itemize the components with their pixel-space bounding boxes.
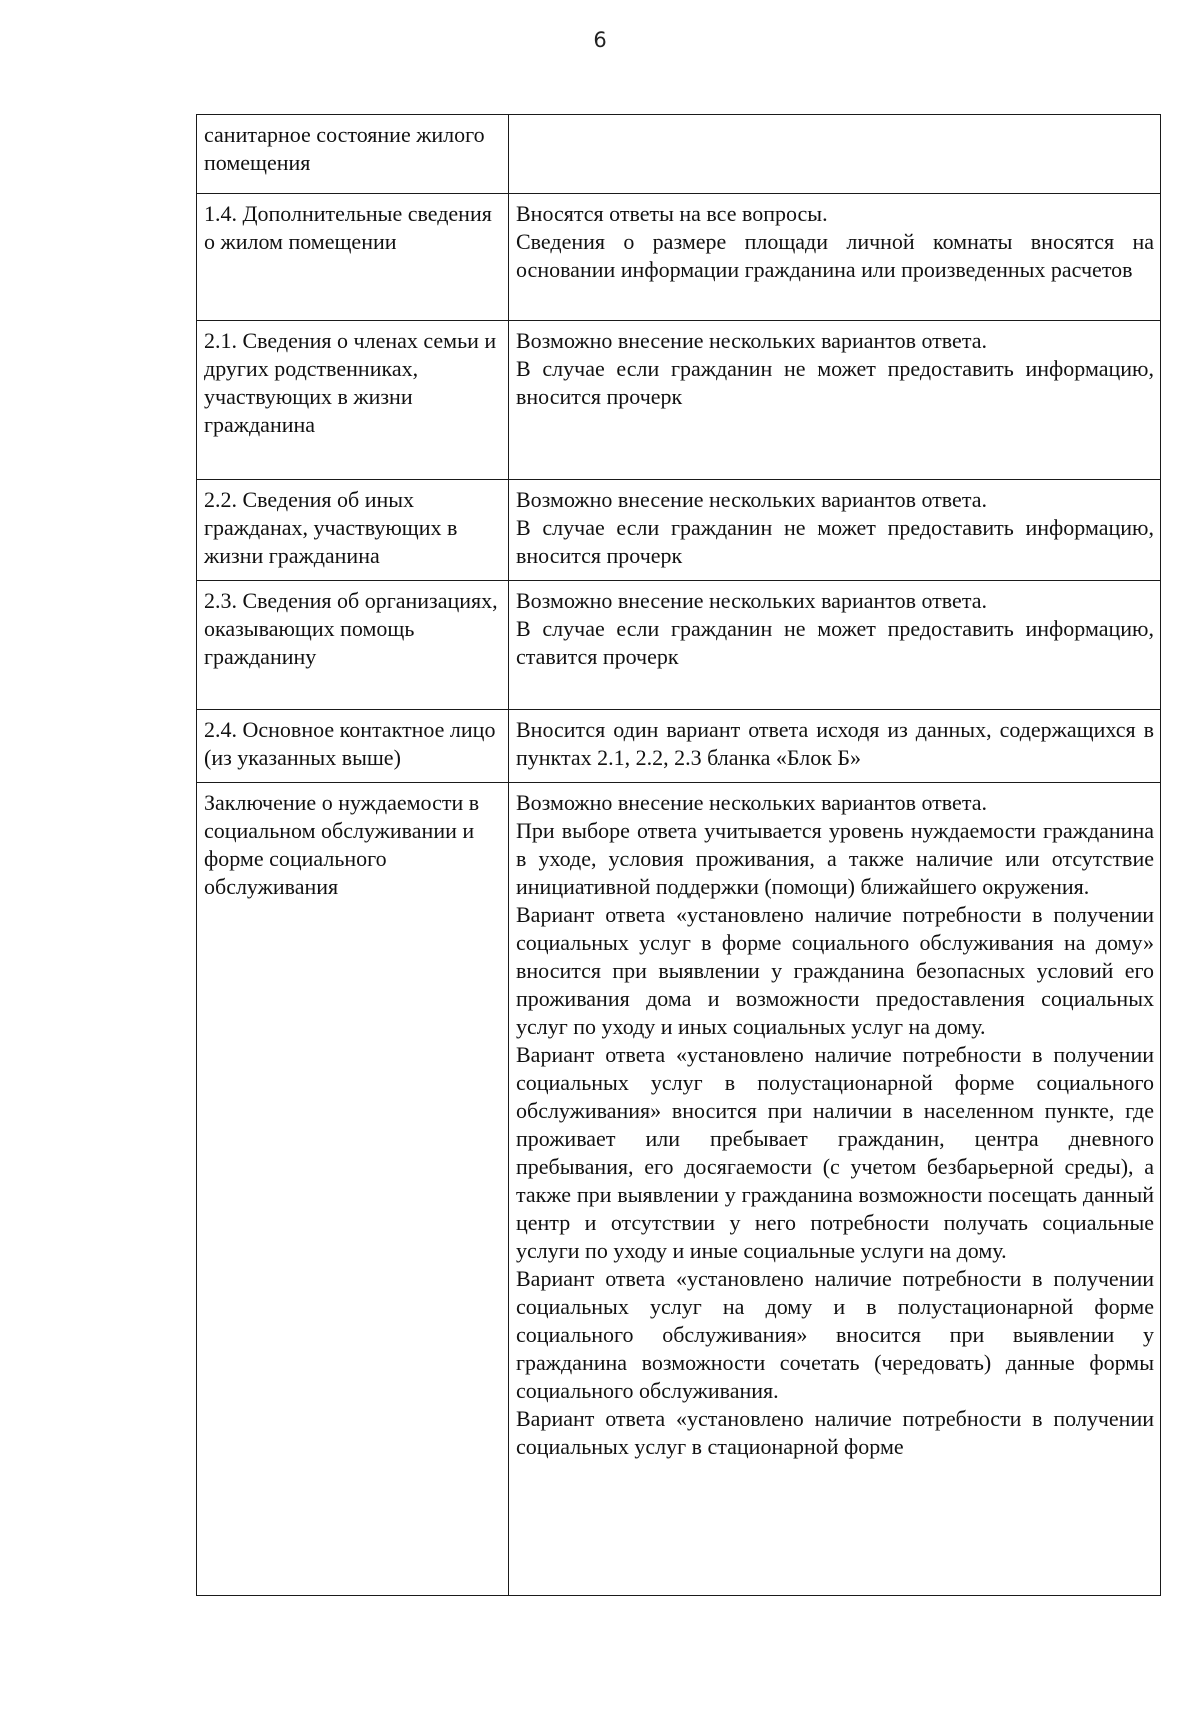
row-description-cell — [509, 783, 1161, 1596]
table-row — [197, 710, 1161, 783]
description-paragraph: Вариант ответа «установлено наличие потребности в получении социальных услуг в стационарной форме — [516, 1406, 1154, 1459]
row-description-cell — [509, 321, 1161, 480]
row-label-cell — [197, 783, 509, 1596]
description-paragraph: В случае если гражданин не может предоставить информацию, вносится прочерк — [516, 515, 1154, 568]
row-label: 2.3. Сведения об организациях, оказывающих помощь гражданину — [204, 588, 498, 669]
row-label-cell — [197, 581, 509, 710]
table-row — [197, 581, 1161, 710]
table-row — [197, 194, 1161, 321]
page-number: 6 — [593, 28, 607, 52]
description-paragraph: Возможно внесение нескольких вариантов ответа. — [516, 790, 987, 815]
description-paragraph: Вариант ответа «установлено наличие потребности в получении социальных услуг в полустационарной форме социального обслуживания» вносится при наличии в населенном пункте, где проживает или пребывает гражданин, центра дневного пребывания, его досягаемости (с учетом безбарьерной среды), а также при выявлении у гражданина возможности посещать данный центр и отсутствии у него потребности получать социальные услуги по уходу и иные социальные услуги на дому. — [516, 1042, 1154, 1263]
row-label: санитарное состояние жилого помещения — [204, 122, 485, 175]
row-description-cell — [509, 710, 1161, 783]
row-label-cell — [197, 480, 509, 581]
description-paragraph: Вариант ответа «установлено наличие потребности в получении социальных услуг на дому и в полустационарной форме социального обслуживания» вносится при выявлении у гражданина возможности сочетать (чередовать) данные формы социального обслуживания. — [516, 1266, 1154, 1403]
description-paragraph: Вносится один вариант ответа исходя из данных, содержащихся в пунктах 2.1, 2.2, 2.3 бланка «Блок Б» — [516, 717, 1154, 770]
row-description-cell — [509, 581, 1161, 710]
description-paragraph: Возможно внесение нескольких вариантов ответа. — [516, 328, 987, 353]
row-label-cell — [197, 710, 509, 783]
row-label: Заключение о нуждаемости в социальном обслуживании и форме социального обслуживания — [204, 790, 480, 899]
description-paragraph: Вариант ответа «установлено наличие потребности в получении социальных услуг в форме социального обслуживания на дому» вносится при выявлении у гражданина безопасных условий его проживания дома и возможности предоставления социальных услуг по уходу и иных социальных услуг на дому. — [516, 902, 1154, 1039]
description-paragraph: Возможно внесение нескольких вариантов ответа. — [516, 487, 987, 512]
table-row — [197, 115, 1161, 194]
description-paragraph: При выборе ответа учитывается уровень нуждаемости гражданина в уходе, условия проживания, а также наличие или отсутствие инициативной поддержки (помощи) ближайшего окружения. — [516, 818, 1154, 899]
table-row — [197, 321, 1161, 480]
description-paragraph: Сведения о размере площади личной комнаты вносятся на основании информации гражданина или произведенных расчетов — [516, 229, 1154, 282]
row-label: 2.2. Сведения об иных гражданах, участвующих в жизни гражданина — [204, 487, 458, 568]
row-label: 2.4. Основное контактное лицо (из указанных выше) — [204, 717, 496, 770]
row-description-cell — [509, 194, 1161, 321]
row-description-cell — [509, 115, 1161, 194]
row-label-cell — [197, 115, 509, 194]
row-label: 2.1. Сведения о членах семьи и других родственниках, участвующих в жизни гражданина — [204, 328, 497, 437]
row-description-cell — [509, 480, 1161, 581]
description-paragraph: Возможно внесение нескольких вариантов ответа. — [516, 588, 987, 613]
instructions-table — [196, 114, 1161, 1596]
description-paragraph: Вносятся ответы на все вопросы. — [516, 201, 828, 226]
row-label-cell — [197, 321, 509, 480]
description-paragraph: В случае если гражданин не может предоставить информацию, вносится прочерк — [516, 356, 1154, 409]
table-row — [197, 783, 1161, 1596]
description-paragraph: В случае если гражданин не может предоставить информацию, ставится прочерк — [516, 616, 1154, 669]
table-row — [197, 480, 1161, 581]
row-label-cell — [197, 194, 509, 321]
row-label: 1.4. Дополнительные сведения о жилом помещении — [204, 201, 492, 254]
